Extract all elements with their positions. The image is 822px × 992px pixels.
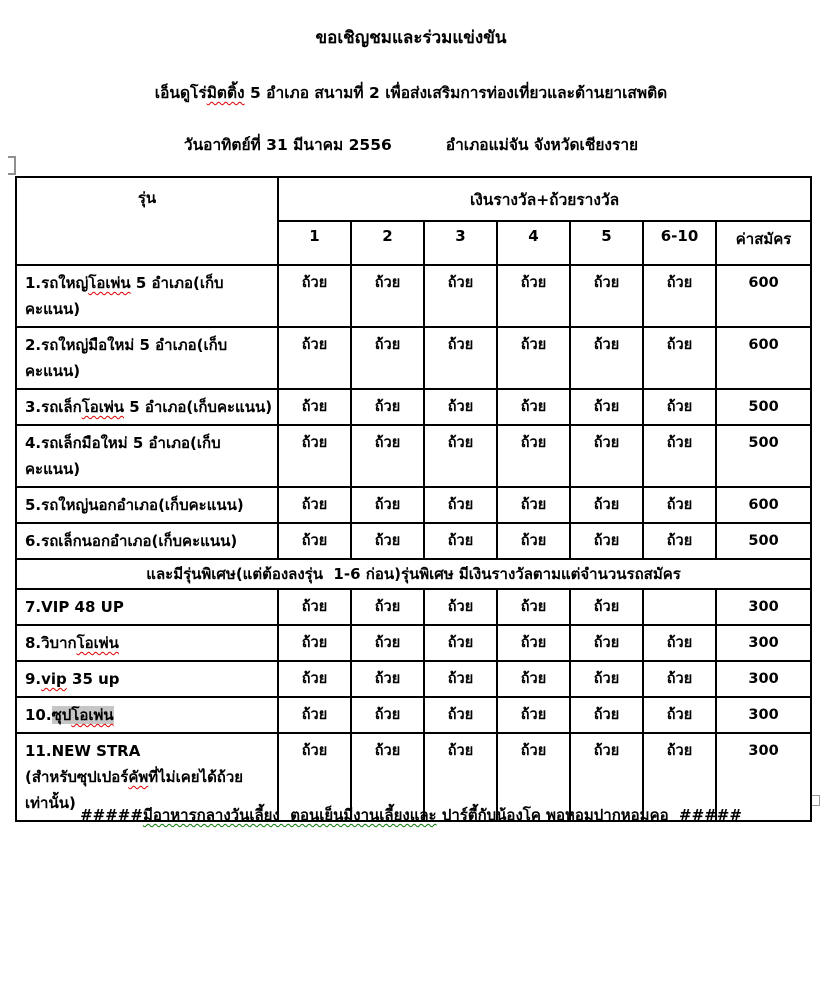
- category-text: 1.รถใหญ่: [25, 274, 89, 292]
- category-text: 3.รถเล็ก: [25, 398, 82, 416]
- trophy-cell[interactable]: ถ้วย: [497, 425, 570, 487]
- event-location: อำเภอแม่จัน จังหวัดเชียงราย: [445, 136, 639, 154]
- trophy-cell[interactable]: ถ้วย: [351, 661, 424, 697]
- column-header-rank-4[interactable]: 4: [497, 221, 570, 265]
- trophy-cell[interactable]: ถ้วย: [278, 389, 351, 425]
- trophy-cell[interactable]: ถ้วย: [424, 625, 497, 661]
- trophy-cell[interactable]: ถ้วย: [643, 625, 716, 661]
- trophy-cell[interactable]: ถ้วย: [643, 661, 716, 697]
- category-cell[interactable]: [16, 327, 278, 389]
- trophy-cell[interactable]: ถ้วย: [351, 733, 424, 821]
- category-text: 4.รถเล็กมือใหม่ 5 อำเภอ(เก็บคะแนน): [25, 434, 221, 478]
- column-header-rank-1[interactable]: 1: [278, 221, 351, 265]
- trophy-cell[interactable]: ถ้วย: [424, 389, 497, 425]
- fee-cell[interactable]: 600: [716, 327, 811, 389]
- trophy-cell[interactable]: ถ้วย: [643, 389, 716, 425]
- fee-cell[interactable]: 300: [716, 661, 811, 697]
- footer-hashes-left: #####: [80, 806, 143, 824]
- category-cell[interactable]: [16, 265, 278, 327]
- footer-text-right: ปาร์ตี้กับน้องโค พอหอมปากหอมคอ #####: [436, 806, 742, 824]
- trophy-cell[interactable]: ถ้วย: [497, 523, 570, 559]
- subtitle-text-post: 5 อำเภอ สนามที่ 2 เพื่อส่งเสริมการท่องเที่ยวและต้านยาเสพติด: [244, 84, 668, 102]
- prize-table: [15, 176, 812, 822]
- fee-cell[interactable]: 600: [716, 265, 811, 327]
- category-row: [16, 523, 811, 559]
- trophy-cell[interactable]: ถ้วย: [570, 327, 643, 389]
- category-text: 5.รถใหญ่นอกอำเภอ(เก็บคะแนน): [25, 496, 244, 514]
- fee-cell[interactable]: 300: [716, 625, 811, 661]
- category-cell[interactable]: [16, 661, 278, 697]
- event-subtitle[interactable]: [0, 80, 822, 105]
- misspelled-text: คัพ: [128, 768, 149, 786]
- document-title[interactable]: ขอเชิญชมและร่วมแข่งขัน: [315, 28, 507, 48]
- category-cell[interactable]: [16, 625, 278, 661]
- trophy-cell[interactable]: ถ้วย: [497, 661, 570, 697]
- misspelled-text: โอเพ่น: [71, 706, 114, 724]
- trophy-cell[interactable]: ถ้วย: [570, 487, 643, 523]
- prize-table-body: [16, 265, 811, 821]
- trophy-cell[interactable]: ถ้วย: [278, 733, 351, 821]
- misspelled-text: โอเพ่น: [81, 398, 125, 416]
- text-cursor-artifact: [8, 156, 16, 175]
- empty-prize-cell[interactable]: [643, 589, 716, 625]
- trophy-cell[interactable]: ถ้วย: [424, 589, 497, 625]
- fee-cell[interactable]: 300: [716, 589, 811, 625]
- trophy-cell[interactable]: ถ้วย: [351, 589, 424, 625]
- category-cell[interactable]: [16, 523, 278, 559]
- category-row: [16, 327, 811, 389]
- misspelled-text: โอเพ่น: [76, 634, 119, 652]
- trophy-cell[interactable]: ถ้วย: [424, 265, 497, 327]
- trophy-cell[interactable]: ถ้วย: [570, 265, 643, 327]
- trophy-cell[interactable]: ถ้วย: [424, 523, 497, 559]
- trophy-cell[interactable]: ถ้วย: [570, 523, 643, 559]
- fee-cell[interactable]: 500: [716, 389, 811, 425]
- trophy-cell[interactable]: ถ้วย: [643, 733, 716, 821]
- trophy-cell[interactable]: ถ้วย: [497, 327, 570, 389]
- trophy-cell[interactable]: ถ้วย: [570, 389, 643, 425]
- trophy-cell[interactable]: ถ้วย: [497, 697, 570, 733]
- category-cell[interactable]: [16, 697, 278, 733]
- trophy-cell[interactable]: ถ้วย: [497, 487, 570, 523]
- highlighted-text: ซุป: [51, 706, 72, 724]
- trophy-cell[interactable]: ถ้วย: [643, 265, 716, 327]
- category-row: [16, 697, 811, 733]
- table-resize-handle[interactable]: [812, 795, 820, 806]
- subtitle-text-pre: เอ็นดูโร่: [154, 84, 207, 102]
- trophy-cell[interactable]: ถ้วย: [643, 425, 716, 487]
- category-text: ที่ไม่เคยได้ถ้วยเท่านั้น): [25, 768, 244, 812]
- trophy-cell[interactable]: ถ้วย: [278, 697, 351, 733]
- trophy-cell[interactable]: ถ้วย: [424, 487, 497, 523]
- trophy-cell[interactable]: ถ้วย: [278, 487, 351, 523]
- event-date: วันอาทิตย์ที่ 31 มีนาคม 2556: [183, 136, 392, 154]
- trophy-cell[interactable]: ถ้วย: [570, 589, 643, 625]
- column-header-fee[interactable]: ค่าสมัคร: [716, 221, 811, 265]
- category-text: 11.NEW STRA: [25, 742, 141, 760]
- trophy-cell[interactable]: ถ้วย: [424, 327, 497, 389]
- category-text: 5 อำเภอ(เก็บคะแนน): [25, 274, 224, 318]
- column-header-class[interactable]: รุ่น: [16, 177, 278, 265]
- subtitle-misspelled-text: มิตติ้ง: [206, 84, 245, 102]
- category-cell[interactable]: [16, 487, 278, 523]
- category-row: [16, 589, 811, 625]
- trophy-cell[interactable]: ถ้วย: [424, 661, 497, 697]
- special-note-row: [16, 559, 811, 589]
- trophy-cell[interactable]: ถ้วย: [278, 265, 351, 327]
- category-row: [16, 661, 811, 697]
- category-cell[interactable]: [16, 425, 278, 487]
- trophy-cell[interactable]: ถ้วย: [570, 733, 643, 821]
- trophy-cell[interactable]: ถ้วย: [497, 589, 570, 625]
- category-text: 8.วิบาก: [25, 634, 77, 652]
- column-header-rank-6-10[interactable]: 6-10: [643, 221, 716, 265]
- column-header-prize[interactable]: เงินรางวัล+ถ้วยรางวัล: [278, 177, 811, 221]
- category-row: [16, 389, 811, 425]
- special-note-cell[interactable]: และมีรุ่นพิเศษ(แต่ต้องลงรุ่น 1-6 ก่อน)รุ่นพิเศษ มีเงินรางวัลตามแต่จำนวนรถสมัคร: [16, 559, 811, 589]
- trophy-cell[interactable]: ถ้วย: [278, 661, 351, 697]
- trophy-cell[interactable]: ถ้วย: [351, 487, 424, 523]
- trophy-cell[interactable]: ถ้วย: [643, 523, 716, 559]
- category-cell[interactable]: [16, 389, 278, 425]
- category-text: 5 อำเภอ(เก็บคะแนน): [124, 398, 273, 416]
- header-row-main: [16, 177, 811, 221]
- category-text: 35 up: [66, 670, 120, 688]
- trophy-cell[interactable]: ถ้วย: [424, 697, 497, 733]
- trophy-cell[interactable]: ถ้วย: [351, 625, 424, 661]
- misspelled-text: โอเพ่น: [88, 274, 131, 292]
- trophy-cell[interactable]: ถ้วย: [643, 487, 716, 523]
- footer-note[interactable]: [0, 803, 822, 827]
- trophy-cell[interactable]: ถ้วย: [351, 327, 424, 389]
- trophy-cell[interactable]: ถ้วย: [497, 733, 570, 821]
- trophy-cell[interactable]: ถ้วย: [570, 625, 643, 661]
- trophy-cell[interactable]: ถ้วย: [570, 697, 643, 733]
- trophy-cell[interactable]: ถ้วย: [497, 625, 570, 661]
- fee-cell[interactable]: 500: [716, 523, 811, 559]
- trophy-cell[interactable]: ถ้วย: [643, 697, 716, 733]
- category-text: 6.รถเล็กนอกอำเภอ(เก็บคะแนน): [25, 532, 238, 550]
- trophy-cell[interactable]: ถ้วย: [643, 327, 716, 389]
- trophy-cell[interactable]: ถ้วย: [497, 389, 570, 425]
- misspelled-text: vip: [41, 670, 67, 688]
- category-text: 9.: [25, 670, 42, 688]
- trophy-cell[interactable]: ถ้วย: [424, 733, 497, 821]
- trophy-cell[interactable]: ถ้วย: [497, 265, 570, 327]
- trophy-cell[interactable]: ถ้วย: [278, 327, 351, 389]
- fee-cell[interactable]: 500: [716, 425, 811, 487]
- category-text: 7.VIP 48 UP: [25, 598, 124, 616]
- category-row: [16, 487, 811, 523]
- trophy-cell[interactable]: ถ้วย: [278, 625, 351, 661]
- fee-cell[interactable]: 300: [716, 733, 811, 821]
- trophy-cell[interactable]: ถ้วย: [351, 265, 424, 327]
- trophy-cell[interactable]: ถ้วย: [278, 589, 351, 625]
- trophy-cell[interactable]: ถ้วย: [351, 697, 424, 733]
- category-row: [16, 625, 811, 661]
- category-row: [16, 425, 811, 487]
- trophy-cell[interactable]: ถ้วย: [278, 425, 351, 487]
- trophy-cell[interactable]: ถ้วย: [351, 523, 424, 559]
- fee-cell[interactable]: 600: [716, 487, 811, 523]
- category-text: (สำหรับซุปเปอร์: [25, 768, 129, 786]
- category-row: [16, 265, 811, 327]
- trophy-cell[interactable]: ถ้วย: [570, 425, 643, 487]
- trophy-cell[interactable]: ถ้วย: [570, 661, 643, 697]
- category-cell[interactable]: [16, 589, 278, 625]
- column-header-rank-3[interactable]: 3: [424, 221, 497, 265]
- trophy-cell[interactable]: ถ้วย: [424, 425, 497, 487]
- column-header-rank-5[interactable]: 5: [570, 221, 643, 265]
- trophy-cell[interactable]: ถ้วย: [351, 389, 424, 425]
- trophy-cell[interactable]: ถ้วย: [351, 425, 424, 487]
- fee-cell[interactable]: 300: [716, 697, 811, 733]
- trophy-cell[interactable]: ถ้วย: [278, 523, 351, 559]
- category-text: 2.รถใหญ่มือใหม่ 5 อำเภอ(เก็บคะแนน): [25, 336, 228, 380]
- event-dateline[interactable]: [0, 132, 822, 157]
- category-text: 10.: [25, 706, 52, 724]
- column-header-rank-2[interactable]: 2: [351, 221, 424, 265]
- footer-grammar-marked-text: มีอาหารกลางวันเลี้ยง ตอนเย็นมีงานเลี้ยงและ: [142, 806, 437, 824]
